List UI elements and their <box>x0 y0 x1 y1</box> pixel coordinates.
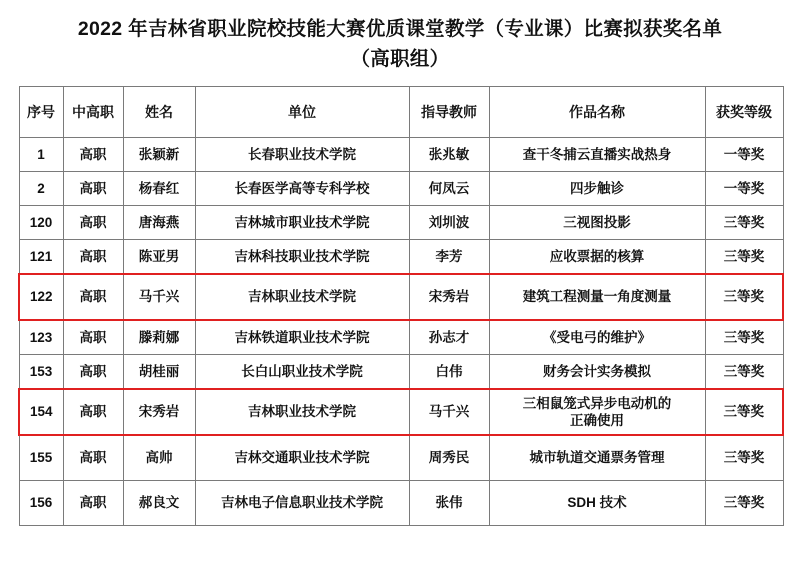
column-header-level: 中高职 <box>63 87 123 138</box>
page-title-line-1: 2022 年吉林省职业院校技能大赛优质课堂教学（专业课）比赛拟获奖名单 <box>77 18 723 40</box>
cell-level: 高职 <box>63 206 123 240</box>
table-row <box>19 355 783 390</box>
cell-unit: 吉林交通职业技术学院 <box>195 435 409 481</box>
cell-teacher: 刘圳波 <box>409 206 489 240</box>
cell-name: 张颖新 <box>123 138 195 172</box>
cell-unit: 吉林电子信息职业技术学院 <box>195 481 409 526</box>
cell-work: 建筑工程测量一角度测量 <box>489 274 705 320</box>
cell-level: 高职 <box>63 389 123 435</box>
cell-work-line-2: 正确使用 <box>570 413 624 429</box>
cell-unit: 长春医学高等专科学校 <box>195 172 409 206</box>
cell-work: 四步触诊 <box>489 172 705 206</box>
column-header-work: 作品名称 <box>489 87 705 138</box>
cell-level: 高职 <box>63 355 123 390</box>
cell-grade: 三等奖 <box>705 389 783 435</box>
cell-seq: 153 <box>19 355 63 390</box>
cell-seq: 155 <box>19 435 63 481</box>
column-header-name: 姓名 <box>123 87 195 138</box>
cell-level: 高职 <box>63 481 123 526</box>
cell-teacher: 何凤云 <box>409 172 489 206</box>
cell-level: 高职 <box>63 240 123 275</box>
cell-level: 高职 <box>63 435 123 481</box>
cell-unit: 长白山职业技术学院 <box>195 355 409 390</box>
cell-grade: 一等奖 <box>705 172 783 206</box>
cell-seq: 122 <box>19 274 63 320</box>
cell-grade: 三等奖 <box>705 206 783 240</box>
cell-unit: 吉林铁道职业技术学院 <box>195 320 409 355</box>
table-header-row <box>19 87 783 138</box>
column-header-grade: 获奖等级 <box>705 87 783 138</box>
cell-name: 杨春红 <box>123 172 195 206</box>
table-row-highlighted <box>19 274 783 320</box>
table-row <box>19 320 783 355</box>
cell-teacher: 宋秀岩 <box>409 274 489 320</box>
column-header-seq: 序号 <box>19 87 63 138</box>
cell-teacher: 白伟 <box>409 355 489 390</box>
cell-name: 陈亚男 <box>123 240 195 275</box>
column-header-teacher: 指导教师 <box>409 87 489 138</box>
cell-grade: 三等奖 <box>705 240 783 275</box>
cell-work: 查干冬捕云直播实战热身 <box>489 138 705 172</box>
table-row <box>19 481 783 526</box>
cell-level: 高职 <box>63 172 123 206</box>
cell-name: 高帅 <box>123 435 195 481</box>
cell-unit: 长春职业技术学院 <box>195 138 409 172</box>
cell-teacher: 孙志才 <box>409 320 489 355</box>
cell-seq: 121 <box>19 240 63 275</box>
page-title-line-2: （高职组） <box>350 48 450 71</box>
page-title <box>18 14 782 74</box>
table-header <box>19 87 783 138</box>
cell-name: 马千兴 <box>123 274 195 320</box>
cell-name: 郝良文 <box>123 481 195 526</box>
cell-teacher: 马千兴 <box>409 389 489 435</box>
cell-teacher: 李芳 <box>409 240 489 275</box>
cell-name: 滕莉娜 <box>123 320 195 355</box>
cell-unit: 吉林职业技术学院 <box>195 274 409 320</box>
cell-unit: 吉林城市职业技术学院 <box>195 206 409 240</box>
cell-work: 三视图投影 <box>489 206 705 240</box>
award-list-table <box>18 86 784 526</box>
cell-teacher: 张伟 <box>409 481 489 526</box>
cell-teacher: 张兆敏 <box>409 138 489 172</box>
cell-unit: 吉林职业技术学院 <box>195 389 409 435</box>
cell-grade: 三等奖 <box>705 320 783 355</box>
cell-name: 宋秀岩 <box>123 389 195 435</box>
cell-work: SDH 技术 <box>489 481 705 526</box>
cell-seq: 2 <box>19 172 63 206</box>
table-row-highlighted <box>19 389 783 435</box>
cell-level: 高职 <box>63 138 123 172</box>
cell-seq: 123 <box>19 320 63 355</box>
cell-work-line-1: 三相鼠笼式异步电动机的 <box>522 395 672 411</box>
cell-level: 高职 <box>63 274 123 320</box>
cell-seq: 1 <box>19 138 63 172</box>
cell-grade: 三等奖 <box>705 481 783 526</box>
cell-grade: 三等奖 <box>705 274 783 320</box>
table-row <box>19 435 783 481</box>
cell-work: 财务会计实务模拟 <box>489 355 705 390</box>
table-row <box>19 172 783 206</box>
cell-teacher: 周秀民 <box>409 435 489 481</box>
cell-grade: 一等奖 <box>705 138 783 172</box>
table-row <box>19 240 783 275</box>
cell-grade: 三等奖 <box>705 435 783 481</box>
cell-grade: 三等奖 <box>705 355 783 390</box>
table-row <box>19 138 783 172</box>
column-header-unit: 单位 <box>195 87 409 138</box>
table-body <box>19 138 783 526</box>
cell-seq: 154 <box>19 389 63 435</box>
cell-work: 应收票据的核算 <box>489 240 705 275</box>
cell-work: 城市轨道交通票务管理 <box>489 435 705 481</box>
cell-seq: 156 <box>19 481 63 526</box>
cell-name: 胡桂丽 <box>123 355 195 390</box>
cell-level: 高职 <box>63 320 123 355</box>
cell-work: 《受电弓的维护》 <box>489 320 705 355</box>
table-row <box>19 206 783 240</box>
cell-name: 唐海燕 <box>123 206 195 240</box>
cell-work <box>489 389 705 435</box>
cell-seq: 120 <box>19 206 63 240</box>
cell-unit: 吉林科技职业技术学院 <box>195 240 409 275</box>
